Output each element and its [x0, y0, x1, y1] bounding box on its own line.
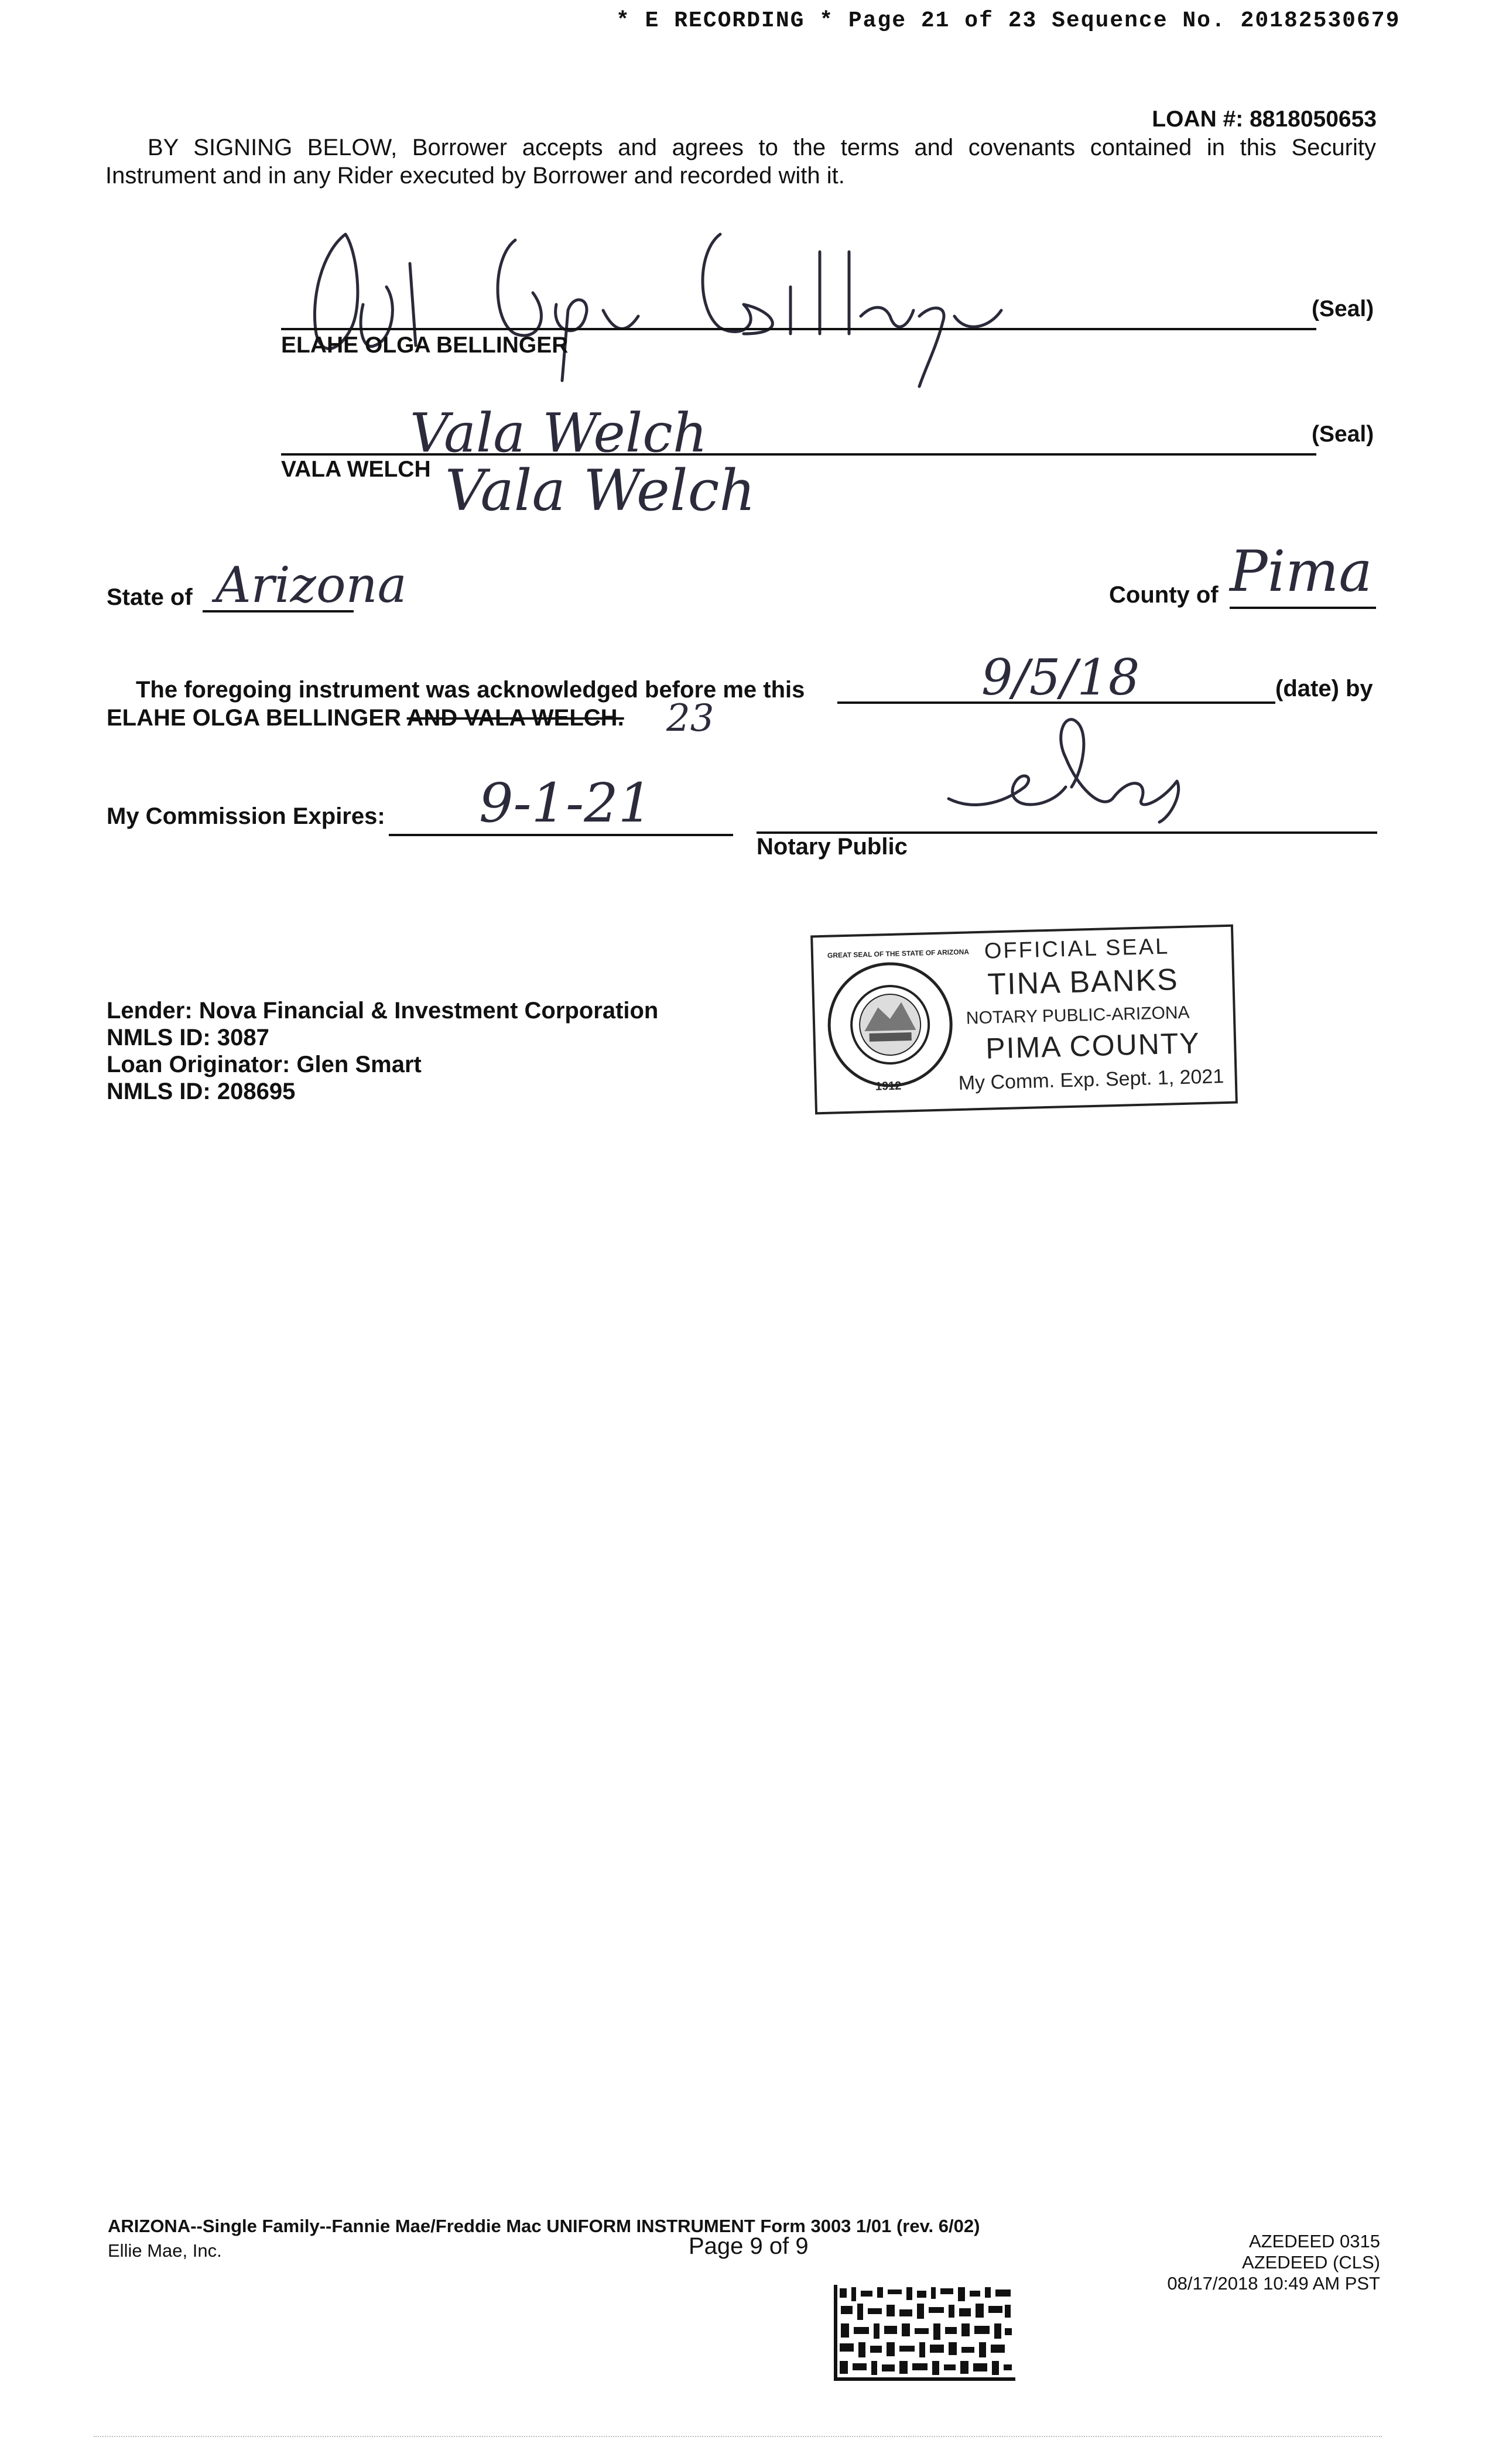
official-seal-stamp — [810, 925, 1238, 1115]
ack-names-struck: AND VALA WELCH. — [406, 705, 624, 731]
lender-line-4: NMLS ID: 208695 — [107, 1079, 296, 1104]
loan-number: LOAN #: 8818050653 — [1152, 107, 1377, 132]
scan-artifact-line — [94, 2436, 1382, 2437]
commission-date: 9-1-21 — [479, 772, 653, 834]
intro-line-2: Instrument and in any Rider executed by Borrower and recorded with it. — [105, 163, 845, 189]
notary-signature — [937, 711, 1206, 828]
signature-line-welch — [281, 453, 1316, 456]
lender-line-1: Lender: Nova Financial & Investment Corporation — [107, 998, 659, 1024]
intro-line-1: BY SIGNING BELOW, Borrower accepts and agrees to the terms and covenants contained in this Security — [148, 135, 1376, 160]
footer-form-line: ARIZONA--Single Family--Fannie Mae/Freddie Mac UNIFORM INSTRUMENT Form 3003 1/01 (rev. 6/02) — [108, 2216, 980, 2236]
borrower-name-welch: VALA WELCH — [281, 457, 431, 482]
ack-date-suffix: (date) by — [1275, 676, 1373, 701]
state-label: State of — [107, 584, 193, 610]
footer-page-number: Page 9 of 9 — [689, 2233, 809, 2259]
footer-code-1: AZEDEED 0315 — [1249, 2231, 1380, 2251]
signature-vala-welch-second: Vala Welch — [445, 458, 756, 523]
great-seal-emblem — [824, 959, 956, 1091]
footer-timestamp: 08/17/2018 10:49 AM PST — [1167, 2273, 1380, 2294]
lender-line-3: Loan Originator: Glen Smart — [107, 1052, 422, 1077]
stamp-line-2: TINA BANKS — [987, 963, 1179, 1002]
signature-line-bellinger — [281, 328, 1316, 330]
signature-vala-welch: Vala Welch — [410, 402, 708, 464]
stamp-line-5: My Comm. Exp. Sept. 1, 2021 — [958, 1065, 1224, 1094]
state-value: Arizona — [215, 556, 407, 614]
barcode-2d — [834, 2285, 1015, 2381]
footer-company: Ellie Mae, Inc. — [108, 2240, 222, 2261]
ack-names-included: ELAHE OLGA BELLINGER — [107, 705, 401, 731]
county-label: County of — [1109, 582, 1219, 608]
county-line — [1230, 607, 1376, 609]
signature-bellinger — [275, 217, 1048, 392]
footer-code-2: AZEDEED (CLS) — [1242, 2252, 1380, 2273]
lender-line-2: NMLS ID: 3087 — [107, 1025, 269, 1050]
stamp-line-1: OFFICIAL SEAL — [984, 934, 1170, 964]
ack-names — [107, 705, 624, 731]
stamp-line-4: PIMA COUNTY — [985, 1026, 1201, 1065]
borrower-name-bellinger: ELAHE OLGA BELLINGER — [281, 333, 569, 358]
seal-year: 1912 — [875, 1079, 902, 1093]
stamp-line-3: NOTARY PUBLIC-ARIZONA — [966, 1002, 1190, 1028]
recording-header: * E RECORDING * Page 21 of 23 Sequence No. 20182530679 — [616, 8, 1401, 33]
county-value: Pima — [1230, 539, 1373, 604]
initials-mark: 23 — [666, 697, 714, 740]
seal-label-bellinger: (Seal) — [1312, 296, 1374, 321]
commission-label: My Commission Expires: — [107, 803, 385, 829]
notary-public-label: Notary Public — [757, 834, 908, 860]
seal-ring-text: GREAT SEAL OF THE STATE OF ARIZONA — [827, 947, 970, 960]
ack-date-value: 9/5/18 — [981, 649, 1140, 706]
ack-text: The foregoing instrument was acknowledged before me this — [136, 677, 805, 703]
seal-label-welch: (Seal) — [1312, 422, 1374, 447]
